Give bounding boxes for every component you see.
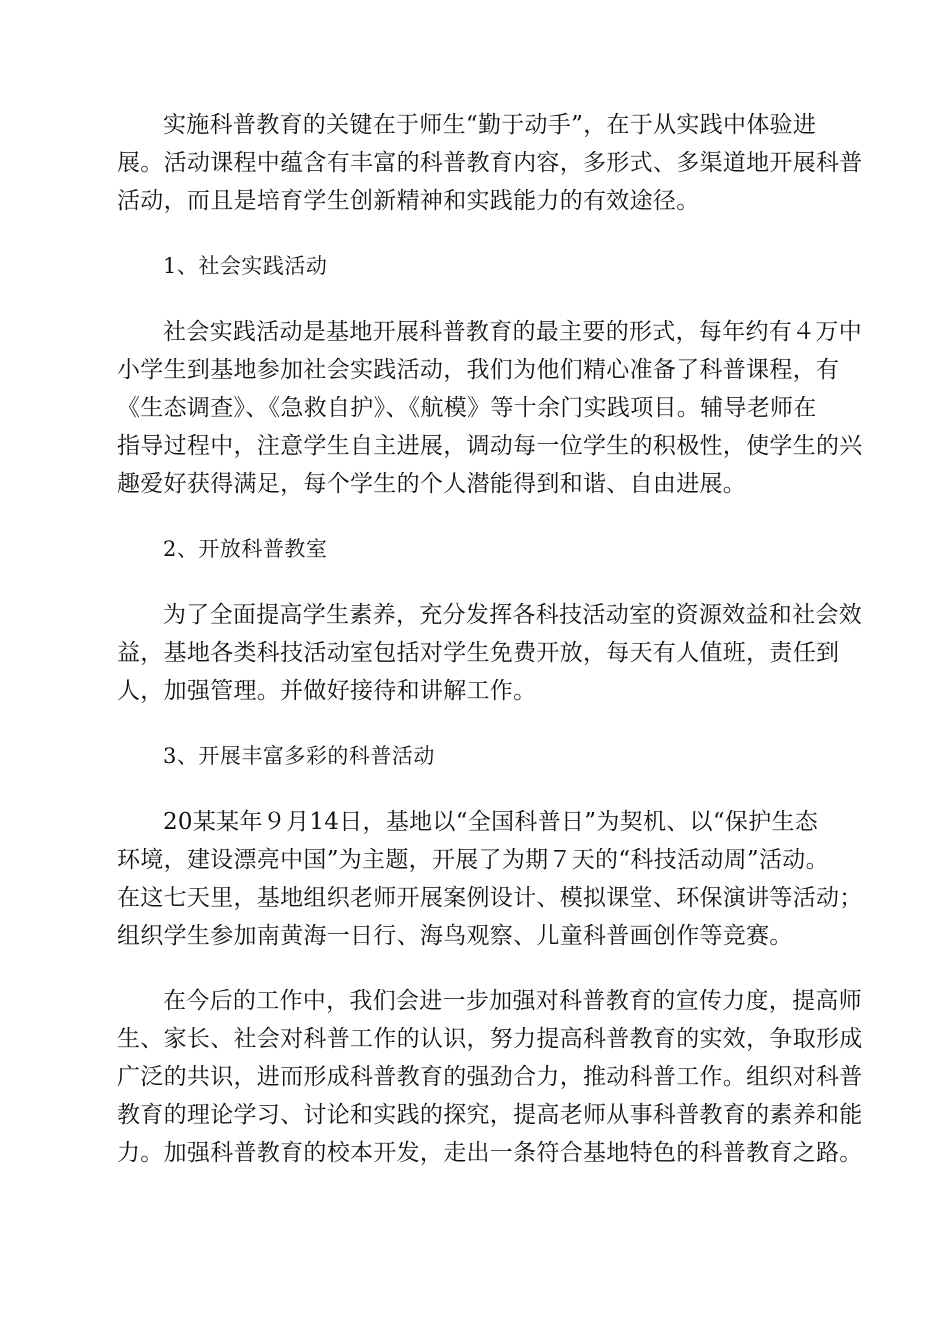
paragraph-line: 环境，建设漂亮中国”为主题，开展了为期７天的“科技活动周”活动。: [117, 847, 829, 873]
paragraph-line: 社会实践活动是基地开展科普教育的最主要的形式，每年约有４万中: [163, 319, 862, 345]
paragraph-line: 展。活动课程中蕴含有丰富的科普教育内容，多形式、多渠道地开展科普: [117, 150, 863, 176]
paragraph-line: 小学生到基地参加社会实践活动，我们为他们精心准备了科普课程，有: [117, 357, 840, 383]
section-heading-social-practice: 1、社会实践活动: [163, 254, 328, 278]
closing-paragraph: [117, 982, 863, 1172]
paragraph-line: 趣爱好获得满足，每个学生的个人潜能得到和谐、自由进展。: [117, 471, 747, 497]
paragraph-line: 生、家长、社会对科普工作的认识，努力提高科普教育的实效，争取形成: [117, 1026, 863, 1052]
paragraph-line: 人，加强管理。并做好接待和讲解工作。: [117, 678, 537, 704]
paragraph-line: 组织学生参加南黄海一日行、海鸟观察、儿童科普画创作等竞赛。: [117, 923, 793, 949]
paragraph-line: 力。加强科普教育的校本开发，走出一条符合基地特色的科普教育之路。: [117, 1140, 863, 1166]
paragraph-line: 教育的理论学习、讨论和实践的探究，提高老师从事科普教育的素养和能: [117, 1102, 863, 1128]
paragraph-line: 20某某年９月14日，基地以“全国科普日”为契机、以“保护生态: [163, 809, 819, 835]
paragraph-line: 为了全面提高学生素养，充分发挥各科技活动室的资源效益和社会效: [163, 602, 862, 628]
paragraph-line: 在这七天里，基地组织老师开展案例设计、模拟课堂、环保演讲等活动；: [117, 885, 863, 911]
open-classroom-paragraph: [117, 596, 862, 710]
paragraph-line: 广泛的共识，进而形成科普教育的强劲合力，推动科普工作。组织对科普: [117, 1064, 863, 1090]
paragraph-line: 《生态调查》、《急救自护》、《航模》等十余门实践项目。辅导老师在: [117, 395, 817, 421]
science-activities-paragraph: [117, 803, 863, 955]
paragraph-line: 指导过程中，注意学生自主进展，调动每一位学生的积极性，使学生的兴: [117, 433, 863, 459]
paragraph-line: 在今后的工作中，我们会进一步加强对科普教育的宣传力度，提高师: [163, 988, 862, 1014]
section-heading-science-activities: 3、开展丰富多彩的科普活动: [163, 744, 435, 768]
section-heading-open-classroom: 2、开放科普教室: [163, 537, 328, 561]
paragraph-line: 益，基地各类科技活动室包括对学生免费开放，每天有人值班，责任到: [117, 640, 840, 666]
social-practice-paragraph: [117, 313, 863, 503]
paragraph-line: 实施科普教育的关键在于师生“勤于动手”，在于从实践中体验进: [163, 112, 817, 138]
intro-paragraph: [117, 106, 863, 220]
document-body: [117, 106, 863, 1199]
paragraph-line: 活动，而且是培育学生创新精神和实践能力的有效途径。: [117, 188, 700, 214]
